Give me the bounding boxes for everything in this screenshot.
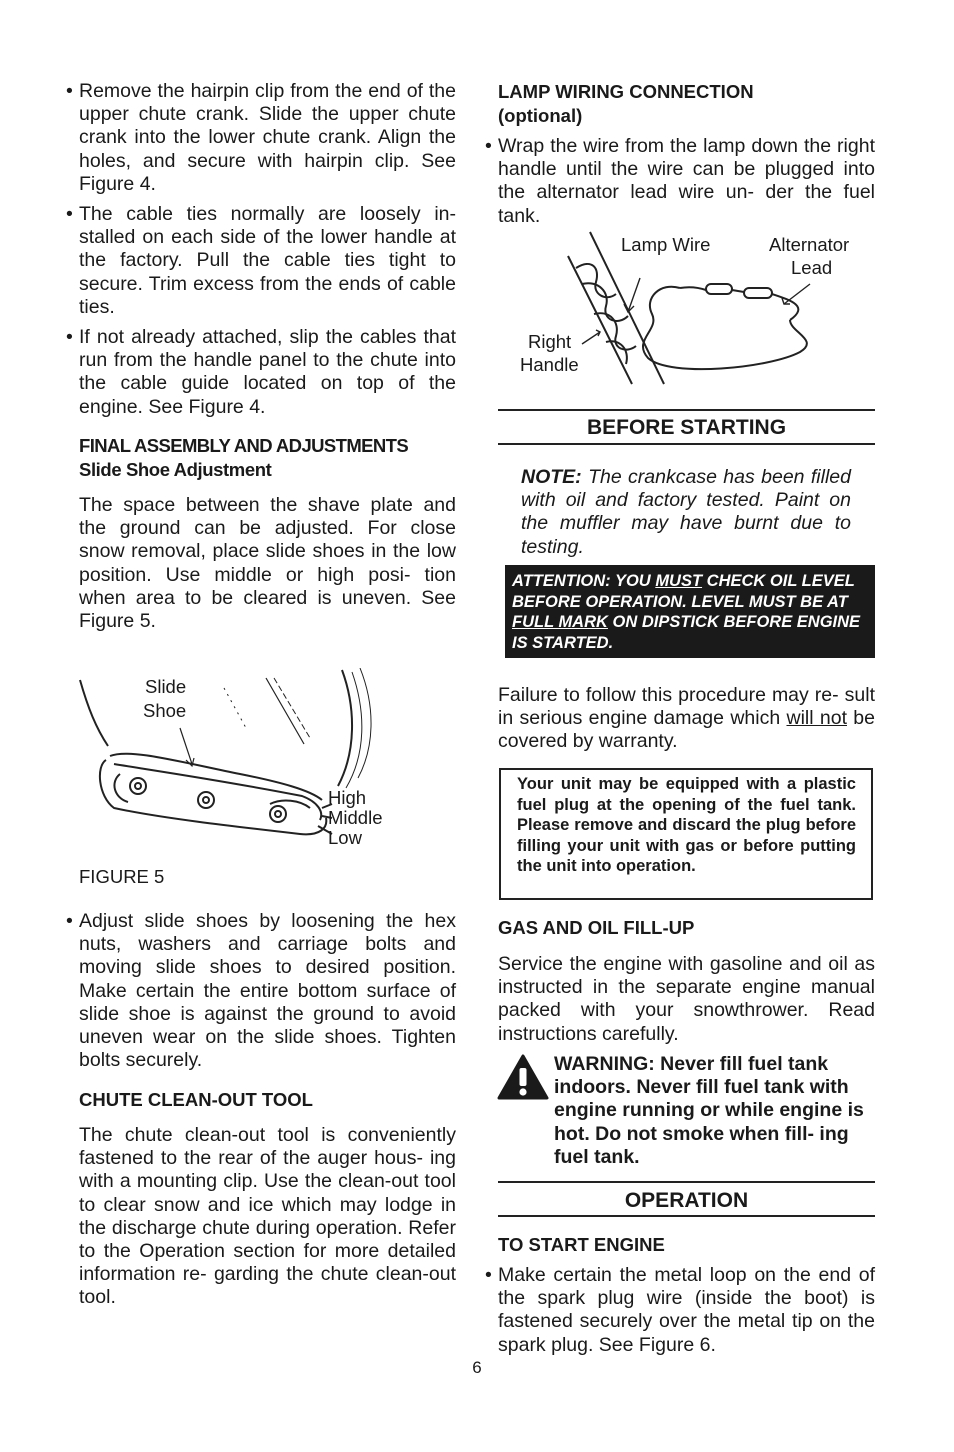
figure5-label-slide: Slide — [145, 676, 187, 697]
alternator-label: Alternator — [769, 234, 850, 255]
bullet-cable-ties: The cable ties normally are loosely in- stalled on each side of the lower handle at the factory. Pull the cable ties tight to secure. Trim excess from the ends of cable ties. — [79, 203, 456, 318]
page-number: 6 — [472, 1358, 482, 1377]
operation-heading: OPERATION — [624, 1189, 749, 1212]
start-engine-heading: TO START ENGINE — [498, 1234, 665, 1255]
chute-tool-heading: CHUTE CLEAN-OUT TOOL — [79, 1089, 313, 1110]
figure-5-illustration — [70, 668, 470, 868]
lead-label: Lead — [791, 257, 833, 278]
lamp-wire-label: Lamp Wire — [621, 234, 711, 255]
warning-icon — [497, 1054, 549, 1100]
bullet-mark: • — [66, 203, 73, 225]
fuel-plug-text: Your unit may be equipped with a plastic fuel plug at the opening of the fuel tank. Please remove and discard the plug before filling your unit with gas or before putting the unit into operation. — [517, 775, 856, 876]
note-text: The crankcase has been filled with oil and factory tested. Paint on the muffler may have burnt due to testing. — [521, 466, 851, 558]
section-rule-bottom — [498, 443, 875, 445]
bullet-mark: • — [66, 80, 73, 102]
figure5-label-shoe: Shoe — [143, 700, 187, 721]
figure5-label-low: Low — [328, 827, 362, 848]
operation-rule-top — [498, 1181, 875, 1183]
attention-box — [505, 565, 875, 658]
bullet-adjust-shoes: Adjust slide shoes by loosening the hex nuts, washers and carriage bolts and moving slide shoes to desired position. Make certain the entire bottom surface of slide shoe is against the ground to avoid uneven wear on the slide shoes. Tighten bolts securely. — [79, 910, 456, 1072]
slide-shoe-paragraph: The space between the shave plate and the ground can be adjusted. For close snow removal, place slide shoes in the low position. Use middle or high posi- tion when area to be cleared is uneven. See Figure 5. — [79, 494, 456, 633]
failure-paragraph: Failure to follow this procedure may re- sult in serious engine damage which will not be covered by warranty. — [498, 684, 875, 753]
final-assembly-heading: FINAL ASSEMBLY AND ADJUSTMENTS — [79, 435, 409, 456]
operation-rule-bottom — [498, 1215, 875, 1217]
chute-tool-paragraph: The chute clean-out tool is conveniently fastened to the rear of the auger hous- ing with a mounting clip. Use the clean-out tool to clear snow and ice which may lodge in the discharge chute during operation. Refer to the Operation section for more detailed information re- garding the chute clean-out tool. — [79, 1124, 456, 1309]
figure5-label-middle: Middle — [328, 807, 383, 828]
note-block — [521, 466, 851, 559]
bullet-mark: • — [66, 326, 73, 348]
section-rule-top — [498, 409, 875, 411]
warning-text: WARNING: Never fill fuel tank indoors. Never fill fuel tank with engine running or while engine is hot. Do not smoke when fill- ing fuel tank. — [554, 1053, 864, 1168]
gas-oil-heading: GAS AND OIL FILL-UP — [498, 917, 695, 938]
bullet-lamp-wire: Wrap the wire from the lamp down the right handle until the wire can be plugged into the alternator lead wire un- der the fuel tank. — [498, 135, 875, 227]
slide-shoe-drawing — [70, 668, 470, 868]
lamp-heading-optional: (optional) — [498, 105, 583, 126]
bullet-mark: • — [485, 1264, 492, 1286]
bullet-cables: If not already attached, slip the cables that run from the handle panel to the chute into the cable guide located on top of the engine. See Figure 4. — [79, 326, 456, 418]
bullet-hairpin: Remove the hairpin clip from the end of the upper chute crank. Slide the upper chute crank into the lower chute crank. Align the holes, and secure with hairpin clip. See Figure 4. — [79, 80, 456, 195]
figure5-label-high: High — [328, 787, 367, 808]
attention-text: ATTENTION: YOU MUST CHECK OIL LEVEL BEFORE OPERATION. LEVEL MUST BE AT FULL MARK ON DIPSTICK BEFORE ENGINE IS STARTED. — [512, 572, 861, 652]
gas-oil-paragraph: Service the engine with gasoline and oil as instructed in the separate engine manual packed with your snowthrower. Read instructions carefully. — [498, 953, 875, 1045]
bullet-spark-plug: Make certain the metal loop on the end of the spark plug wire (inside the boot) is fastened securely over the metal tip on the spark plug. See Figure 6. — [498, 1264, 875, 1356]
figure5-caption: FIGURE 5 — [79, 866, 165, 887]
right-label: Right — [528, 331, 572, 352]
note-label: NOTE: — [521, 466, 582, 488]
bullet-mark: • — [485, 135, 492, 157]
handle-label: Handle — [520, 354, 579, 375]
lamp-heading: LAMP WIRING CONNECTION — [498, 81, 754, 102]
slide-shoe-subheading: Slide Shoe Adjustment — [79, 459, 272, 480]
fuel-plug-box — [499, 768, 873, 900]
bullet-mark: • — [66, 910, 73, 932]
before-starting-heading: BEFORE STARTING — [586, 416, 787, 439]
